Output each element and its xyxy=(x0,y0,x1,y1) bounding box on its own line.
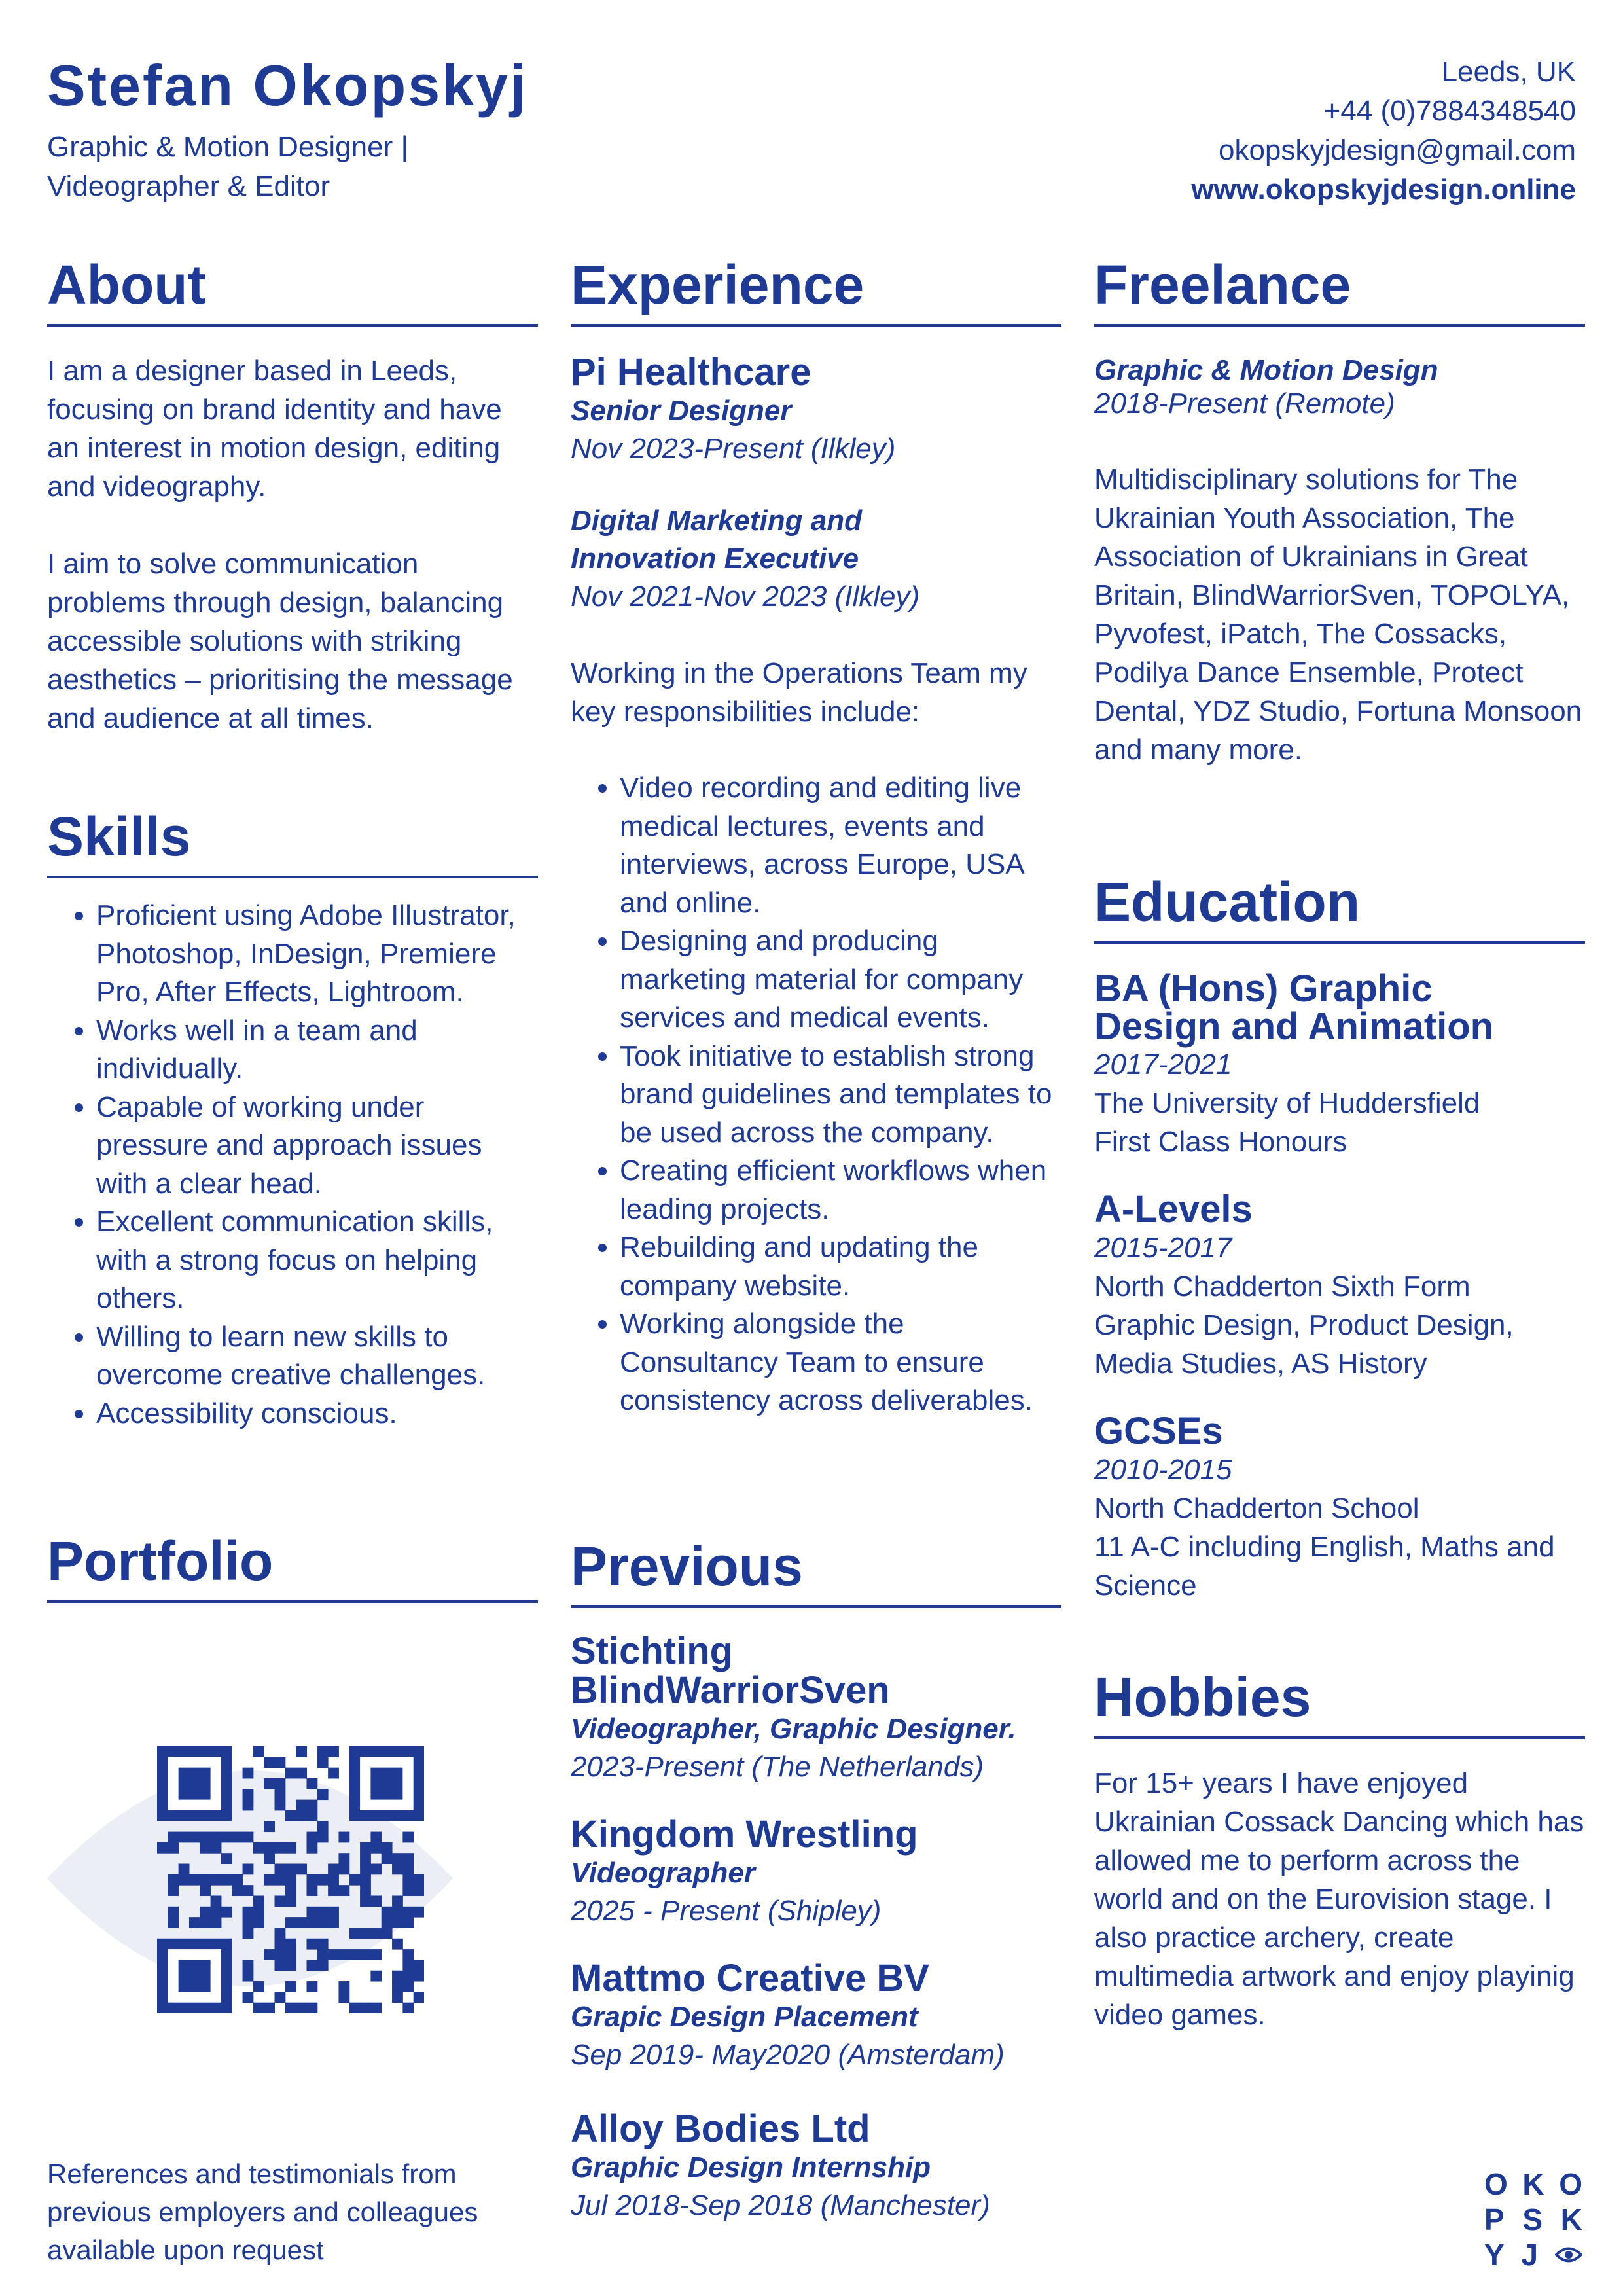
education-date: 2010-2015 xyxy=(1094,1454,1232,1486)
list-item: • Proficient using Adobe Illustrator, Photoshop, InDesign, Premiere Pro, After Effects, Lightroom. xyxy=(96,897,538,1012)
freelance-section xyxy=(1094,252,1585,769)
list-item: • Video recording and editing live medical lectures, events and interviews, across Europe, USA and online. xyxy=(620,769,1061,922)
phone[interactable]: +44 (0)7884348540 xyxy=(1323,95,1576,127)
references-note: References and testimonials from previous employers and colleagues available upon request xyxy=(47,2159,478,2265)
job-title: Graphic & Motion Designer | Videographer & Editor xyxy=(47,131,408,202)
hobbies-section xyxy=(1094,1664,1585,2034)
job-date: Nov 2023-Present (Ilkley) xyxy=(571,433,896,465)
about-paragraph: I aim to solve communication problems through design, balancing accessible solutions with striking aesthetics – prioritising the message and audience at all times. xyxy=(47,548,513,734)
previous-entry xyxy=(571,2109,1061,2225)
list-item: • Rebuilding and updating the company website. xyxy=(620,1229,1061,1305)
okopskyj-logo: O K O P S K Y J xyxy=(1484,2167,1582,2272)
about-paragraph: I am a designer based in Leeds, focusing on brand identity and have an interest in motion design, editing and videography. xyxy=(47,355,502,503)
job-date: Nov 2021-Nov 2023 (Ilkley) xyxy=(571,581,920,613)
education-date: 2017-2021 xyxy=(1094,1049,1232,1081)
hobbies-heading: Hobbies xyxy=(1094,1664,1585,1739)
company-name: Pi Healthcare xyxy=(571,351,812,393)
list-item: • Works well in a team and individually. xyxy=(96,1012,538,1088)
previous-entry xyxy=(571,1632,1061,1786)
list-item: • Willing to learn new skills to overcome creative challenges. xyxy=(96,1318,538,1395)
list-item: • Accessibility conscious. xyxy=(96,1395,538,1433)
company-name: Stichting BlindWarriorSven xyxy=(571,1630,890,1712)
job-date: 2023-Present (The Netherlands) xyxy=(571,1751,984,1783)
job-date: Jul 2018-Sep 2018 (Manchester) xyxy=(571,2189,990,2221)
list-item: • Excellent communication skills, with a strong focus on helping others. xyxy=(96,1203,538,1318)
website-link[interactable]: www.okopskyjdesign.online xyxy=(1191,173,1576,206)
responsibilities-list xyxy=(571,769,1061,1420)
job-role: Digital Marketing and Innovation Executive xyxy=(571,505,862,575)
education-entry: BA (Hons) Graphic Design and Animation 2017-2021 The University of Huddersfield First Class Honours xyxy=(1094,970,1585,1161)
qualification-title: GCSEs xyxy=(1094,1410,1223,1452)
education-date: 2015-2017 xyxy=(1094,1232,1232,1264)
education-heading: Education xyxy=(1094,869,1585,944)
eye-icon xyxy=(1555,2241,1582,2269)
company-name: Mattmo Creative BV xyxy=(571,1957,929,2000)
email-link[interactable]: okopskyjdesign@gmail.com xyxy=(1218,134,1576,166)
company-name: Kingdom Wrestling xyxy=(571,1813,918,1856)
job-role: Graphic & Motion Design xyxy=(1094,354,1438,386)
about-section xyxy=(47,252,538,738)
previous-heading: Previous xyxy=(571,1534,1061,1608)
job-role: Grapic Design Placement xyxy=(571,2001,918,2033)
freelance-heading: Freelance xyxy=(1094,252,1585,327)
list-item: • Took initiative to establish strong brand guidelines and templates to be used across the company. xyxy=(620,1037,1061,1153)
freelance-text: Multidisciplinary solutions for The Ukrainian Youth Association, The Association of Ukrainians in Great Britain, BlindWarriorSven, TOPOLYA, Pyvofest, iPatch, The Cossacks, Podilya Dance Ensemble, Protect Dental, YDZ Studio, Fortuna Monsoon and many more. xyxy=(1094,463,1582,766)
list-item: • Designing and producing marketing material for company services and medical events. xyxy=(620,922,1061,1037)
responsibilities-intro: Working in the Operations Team my key responsibilities include: xyxy=(571,657,1027,728)
contact-block xyxy=(1191,52,1576,209)
experience-heading: Experience xyxy=(571,252,1061,327)
job-date: 2025 - Present (Shipley) xyxy=(571,1895,882,1927)
about-heading: About xyxy=(47,252,538,327)
job-role: Videographer xyxy=(571,1857,755,1889)
company-name: Alloy Bodies Ltd xyxy=(571,2108,870,2150)
job-role: Graphic Design Internship xyxy=(571,2151,931,2183)
skills-heading: Skills xyxy=(47,804,538,878)
education-entry: GCSEs 2010-2015 North Chadderton School 11 A-C including English, Maths and Science xyxy=(1094,1412,1585,1605)
list-item: • Capable of working under pressure and approach issues with a clear head. xyxy=(96,1088,538,1204)
skills-section xyxy=(47,804,538,1433)
previous-entry xyxy=(571,1815,1061,1930)
portfolio-section xyxy=(47,1528,538,1603)
job-role: Senior Designer xyxy=(571,395,792,427)
list-item: • Working alongside the Consultancy Team to ensure consistency across deliverables. xyxy=(620,1305,1061,1420)
job-date: 2018-Present (Remote) xyxy=(1094,387,1395,420)
qualification-title: BA (Hons) Graphic Design and Animation xyxy=(1094,967,1494,1048)
job-date: Sep 2019- May2020 (Amsterdam) xyxy=(571,2039,1005,2071)
name-title: Stefan Okopskyj xyxy=(47,53,528,118)
location: Leeds, UK xyxy=(1441,56,1576,88)
previous-entry xyxy=(571,1959,1061,2074)
list-item: • Creating efficient workflows when leading projects. xyxy=(620,1152,1061,1229)
skills-list xyxy=(47,897,538,1433)
hobbies-text: For 15+ years I have enjoyed Ukrainian Cossack Dancing which has allowed me to perform across the world and on the Eurovision stage. I also practice archery, create multimedia artwork and enjoy playinig video games. xyxy=(1094,1767,1584,2031)
qualification-title: A-Levels xyxy=(1094,1188,1253,1230)
experience-section xyxy=(571,252,1061,1420)
previous-section xyxy=(571,1534,1061,2225)
qr-code[interactable] xyxy=(157,1746,424,2013)
education-entry: A-Levels 2015-2017 North Chadderton Sixth Form Graphic Design, Product Design, Media Studies, AS History xyxy=(1094,1190,1585,1383)
portfolio-heading: Portfolio xyxy=(47,1528,538,1603)
education-section xyxy=(1094,869,1585,1605)
job-role: Videographer, Graphic Designer. xyxy=(571,1713,1016,1745)
